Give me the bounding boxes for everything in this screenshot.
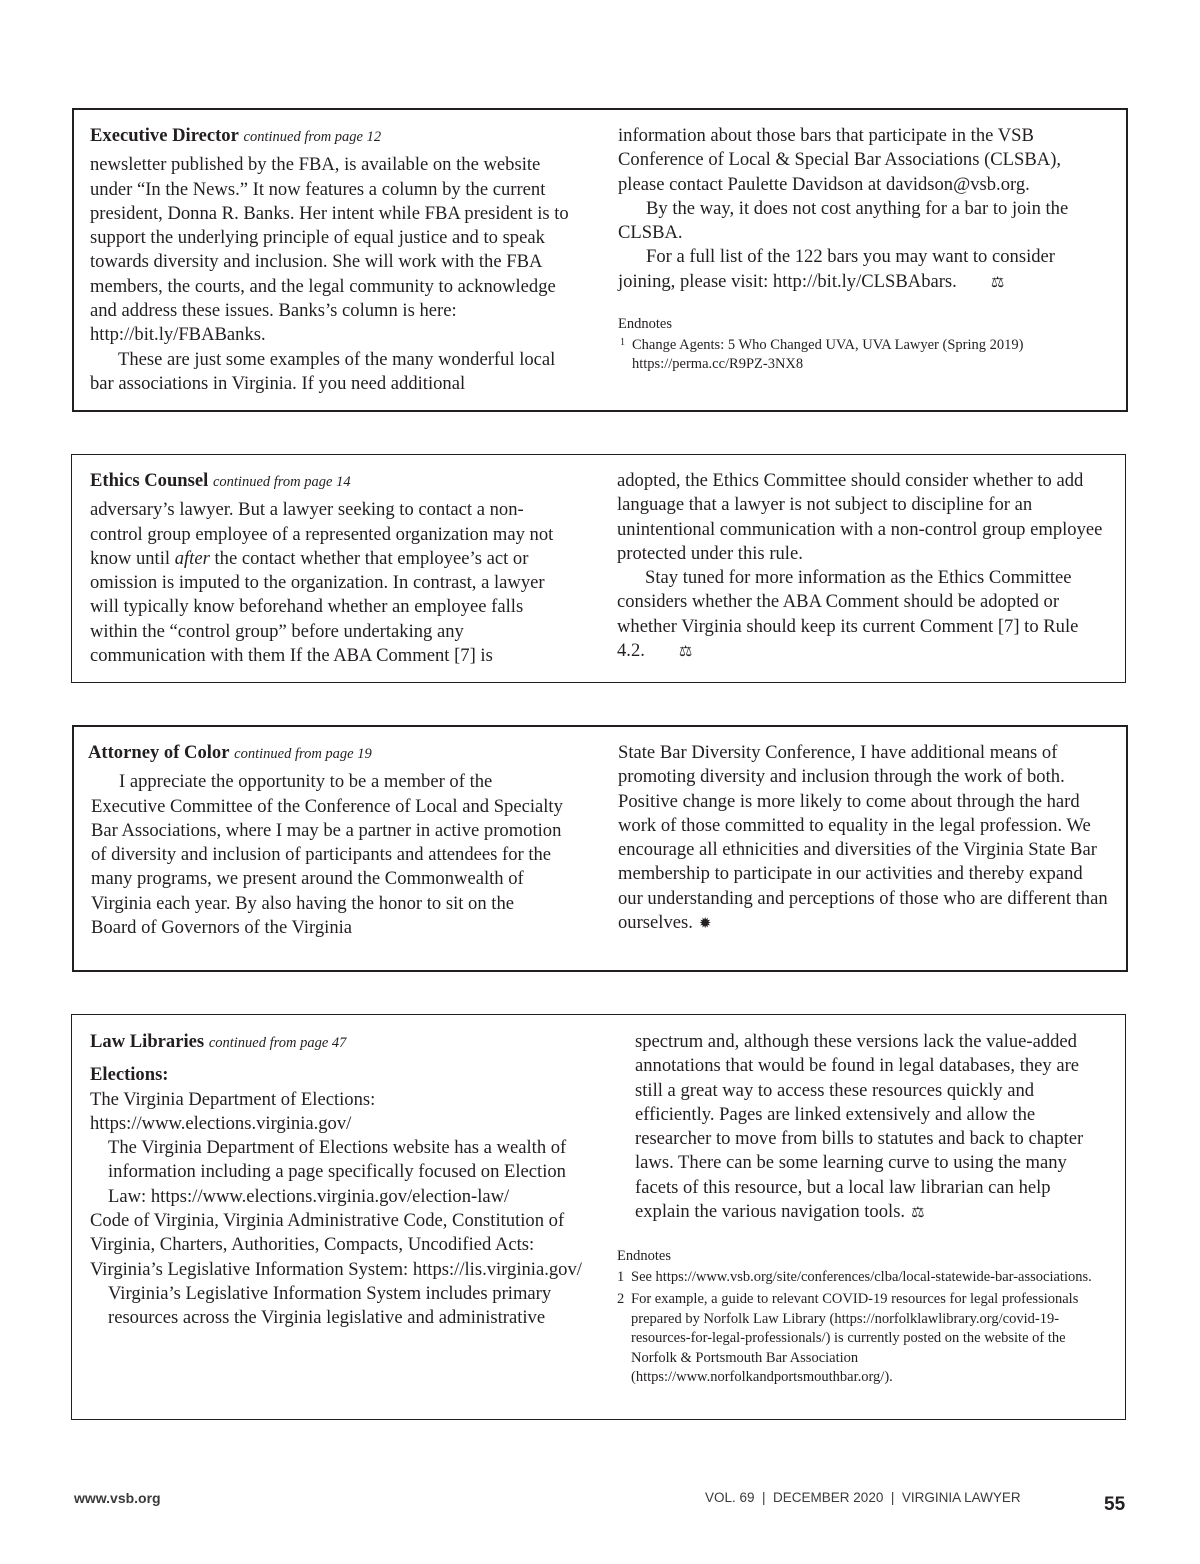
section-title: Executive Director	[90, 125, 239, 146]
footer-website: www.vsb.org	[74, 1490, 161, 1506]
ethics-counsel-right-column	[617, 469, 1109, 664]
paragraph	[618, 245, 1106, 295]
page-number: 55	[1104, 1494, 1126, 1515]
paragraph: information about those bars that participate in the VSB Conference of Local & Special Bar Associations (CLSBA), please contact Paulette Davidson at davidson@vsb.org.	[618, 125, 1062, 195]
paragraph-text: State Bar Diversity Conference, I have additional means of promoting diversity and inclusion through the work of both. Positive change is more likely to come about through the hard work of those committed to equality in the legal profession. We encourage all ethnicities and diversities of the Virginia State Bar membership to participate in our activities and thereby expand our understanding and perceptions of those who are different than ourselves.	[618, 742, 1108, 934]
section-heading	[90, 1030, 582, 1055]
paragraph-text: Stay tuned for more information as the Ethics Committee considers whether the ABA Comment should be adopted or whether Virginia should keep its current Comment [7] to Rule 4.2.	[617, 567, 1079, 662]
paragraph-text: adversary’s lawyer. But a lawyer seeking to contact a non-control group employee of a represented organization may not know until	[90, 499, 554, 569]
attorney-of-color-left-column	[88, 741, 564, 940]
scales-icon: ⚖	[911, 1205, 925, 1222]
scales-icon: ⚖	[990, 274, 1005, 291]
scales-icon: ⚖	[678, 644, 693, 661]
endnote-item	[618, 336, 1106, 375]
paragraph: adopted, the Ethics Committee should consider whether to add language that a lawyer is not subject to discipline for an unintentional communication with a non-control group employee protected under this rule.	[617, 470, 1103, 564]
ethics-counsel-left-column	[90, 469, 574, 668]
resource-entry: The Virginia Department of Elections: https://www.elections.virginia.gov/	[90, 1088, 376, 1134]
law-libraries-right-column	[617, 1030, 1107, 1388]
section-title: Law Libraries	[90, 1031, 205, 1052]
endnote-text: For example, a guide to relevant COVID-19 resources for legal professionals prepared by Norfolk Law Library (https://norfolklawlibrary.org/covid-19-resources-for-legal-professionals/) is currently posted on the website of the Norfolk & Portsmouth Bar Association (https://www.norfolkandportsmouthbar.org/).	[631, 1291, 1079, 1386]
emphasis: after	[174, 547, 210, 569]
endnotes-label: Endnotes	[617, 1248, 671, 1265]
paragraph: I appreciate the opportunity to be a member of the Executive Committee of the Conference of Local and Specialty Bar Associations, where I may be a partner in active promotion of diversity and inclusion of participants and attendees for the many programs, we present around the Commonwealth of Virginia each year. By also having the honor to sit on the Board of Governors of the Virginia	[91, 771, 563, 939]
paragraph	[618, 741, 1112, 936]
continued-note: continued from page 12	[243, 129, 382, 145]
paragraph: By the way, it does not cost anything for a bar to join the CLSBA.	[618, 197, 1069, 244]
resource-description: The Virginia Department of Elections website has a wealth of information including a page specifically focused on Election Law: https://www.elections.virginia.gov/election-law/	[108, 1137, 567, 1207]
resource-description: Virginia’s Legislative Information System includes primary resources across the Virginia legislative and administrative	[108, 1282, 552, 1329]
law-libraries-left-column	[90, 1030, 582, 1331]
endnotes	[618, 315, 1106, 375]
paragraph-text: spectrum and, although these versions lack the value-added annotations that would be found in legal databases, they are still a great way to access these resources quickly and efficiently. Pages are linked extensively and allow the researcher to move from bills to statutes and back to chapter laws. There can be some learning curve to using the many facets of this resource, but a local law librarian can help explain the various navigation tools.	[635, 1031, 1084, 1223]
resource-entry: Virginia’s Legislative Information System: https://lis.virginia.gov/	[90, 1258, 582, 1280]
endnote-number: 1	[620, 336, 625, 348]
section-heading	[90, 124, 582, 149]
paragraph	[90, 498, 574, 668]
continued-note: continued from page 47	[208, 1035, 347, 1051]
section-heading	[90, 469, 574, 494]
endnote-number: 1	[617, 1268, 625, 1285]
paragraph	[617, 1030, 1107, 1225]
endnotes	[617, 1247, 1107, 1388]
seal-icon: ✹	[698, 916, 712, 933]
section-title: Attorney of Color	[88, 742, 230, 763]
continued-note: continued from page 14	[212, 474, 351, 490]
paragraph-text: For a full list of the 122 bars you may want to consider joining, please visit: http://bit.ly/CLSBAbars.	[618, 246, 1055, 292]
footer-issue-info: VOL. 69 | DECEMBER 2020 | VIRGINIA LAWYER	[705, 1490, 1021, 1505]
endnote-text: Change Agents: 5 Who Changed UVA, UVA Lawyer (Spring 2019) https://perma.cc/R9PZ-3NX8	[632, 336, 1024, 373]
resource-entry: Code of Virginia, Virginia Administrative Code, Constitution of Virginia, Charters, Authorities, Compacts, Uncodified Acts:	[90, 1210, 565, 1256]
attorney-of-color-right-column	[618, 741, 1112, 936]
endnote-item	[617, 1290, 1107, 1388]
executive-director-left-column	[90, 124, 582, 396]
paragraph-text: the contact whether that employee’s act or omission is imputed to the organization. In contrast, a lawyer will typically know beforehand whether an employee falls within the “control group” before undertaking any communication with them If the ABA Comment [7] is	[90, 547, 545, 667]
endnotes-label: Endnotes	[618, 316, 672, 333]
endnote-text: See https://www.vsb.org/site/conferences/clba/local-statewide-bar-associations.	[631, 1268, 1092, 1285]
executive-director-right-column	[618, 124, 1106, 375]
endnote-item	[617, 1268, 1107, 1288]
endnote-number: 2	[617, 1291, 625, 1308]
continued-note: continued from page 19	[234, 746, 372, 762]
subheading: Elections:	[90, 1064, 169, 1086]
paragraph: These are just some examples of the many wonderful local bar associations in Virginia. If you need additional	[90, 348, 556, 394]
paragraph: newsletter published by the FBA, is available on the website under “In the News.” It now features a column by the current president, Donna R. Banks. Her intent while FBA president is to support the underlying principle of equal justice and to speak towards diversity and inclusion. She will work with the FBA members, the courts, and the legal community to acknowledge and address these issues. Banks’s column is here: http://bit.ly/FBABanks.	[90, 154, 569, 346]
section-heading	[88, 741, 564, 766]
section-title: Ethics Counsel	[90, 470, 209, 491]
paragraph	[617, 566, 1109, 664]
